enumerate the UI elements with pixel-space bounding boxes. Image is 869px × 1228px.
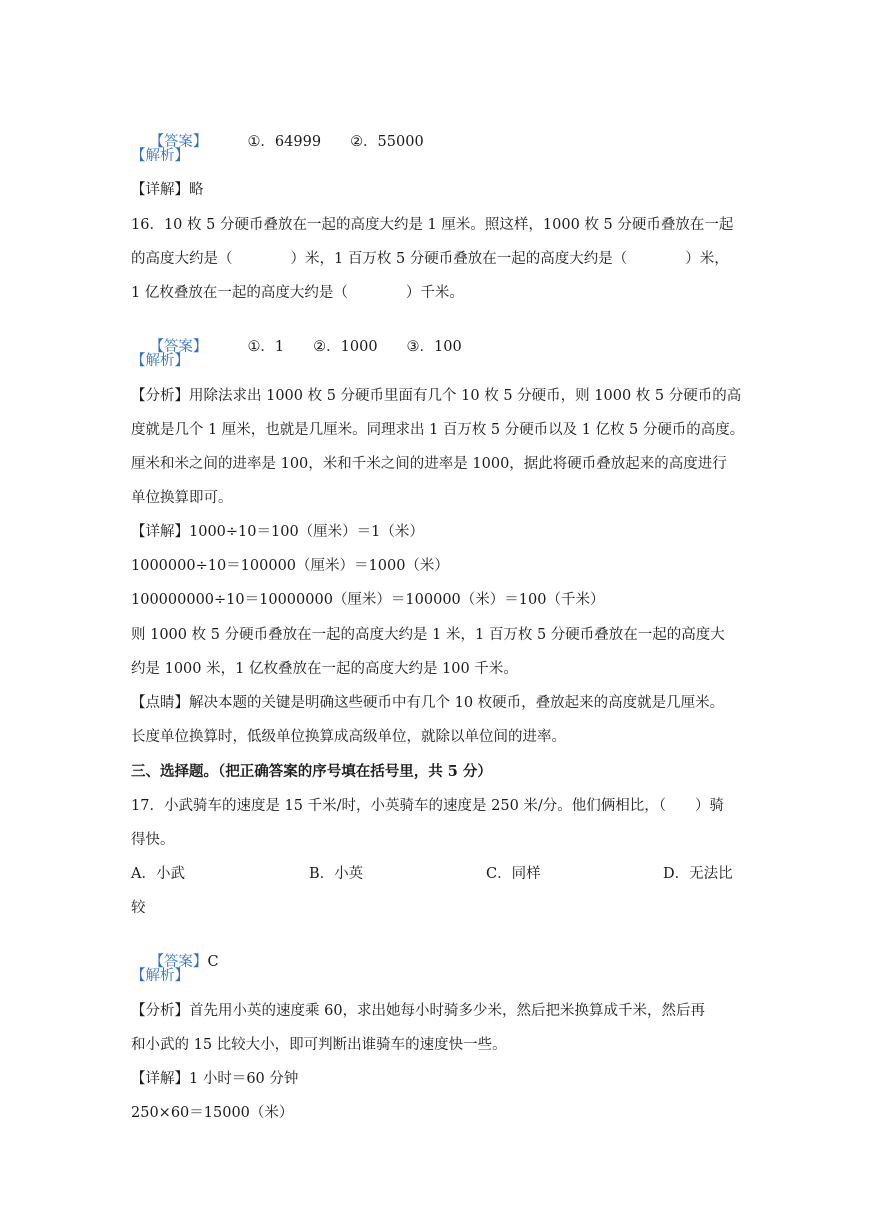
option-d: D．无法比	[663, 866, 733, 882]
answer-text: C	[207, 954, 219, 970]
option-a: A．小武	[131, 866, 185, 882]
analysis-line: 单位换算即可。	[131, 490, 233, 506]
detail-text: 【详解】略	[131, 182, 204, 198]
analysis-label: 【解析】	[131, 353, 189, 369]
detail-line: 100000000÷10＝10000000（厘米）＝100000（米）＝100（千米）	[131, 592, 605, 608]
option-c: C．同样	[486, 866, 541, 882]
question-16-line-1: 16．10 枚 5 分硬币叠放在一起的高度大约是 1 厘米。照这样，1000 枚 5 分硬币叠放在一起	[131, 217, 734, 233]
question-17-line-2: 得快。	[131, 832, 175, 848]
detail-line: 250×60＝15000（米）	[131, 1105, 294, 1121]
question-17-line-1: 17．小武骑车的速度是 15 千米/时，小英骑车的速度是 250 米/分。他们俩相比，（ ）骑	[131, 798, 725, 814]
answer-text: ①．1 ②．1000 ③．100	[247, 339, 462, 355]
analysis-line: 厘米和米之间的进率是 100，米和千米之间的进率是 1000，据此将硬币叠放起来的高度进行	[131, 456, 727, 472]
option-b: B．小英	[309, 866, 364, 882]
answer-label: 【答案】	[149, 134, 208, 150]
detail-line: 【详解】1 小时＝60 分钟	[131, 1071, 299, 1087]
remark-line: 【点睛】解决本题的关键是明确这些硬币中有几个 10 枚硬币，叠放起来的高度就是几厘米。	[131, 695, 725, 711]
analysis-label: 【解析】	[131, 148, 189, 164]
remark-line: 长度单位换算时，低级单位换算成高级单位，就除以单位间的进率。	[131, 729, 566, 745]
option-d-wrap: 较	[131, 900, 146, 916]
answer-label: 【答案】	[149, 339, 208, 355]
section-heading: 三、选择题。（把正确答案的序号填在括号里，共 5 分）	[131, 763, 492, 780]
analysis-line: 【分析】用除法求出 1000 枚 5 分硬币里面有几个 10 枚 5 分硬币，则 1000 枚 5 分硬币的高	[131, 388, 742, 404]
detail-line: 则 1000 枚 5 分硬币叠放在一起的高度大约是 1 米，1 百万枚 5 分硬币叠放在一起的高度大	[131, 627, 725, 643]
answer-label: 【答案】	[149, 954, 208, 970]
analysis-line: 和小武的 15 比较大小，即可判断出谁骑车的速度快一些。	[131, 1037, 507, 1053]
detail-line: 约是 1000 米，1 亿枚叠放在一起的高度大约是 100 千米。	[131, 661, 518, 677]
question-16-line-3: 1 亿枚叠放在一起的高度大约是（ ）千米。	[131, 285, 464, 301]
answer-text: ①．64999 ②．55000	[247, 134, 424, 150]
analysis-label: 【解析】	[131, 968, 189, 984]
detail-line: 1000000÷10＝100000（厘米）＝1000（米）	[131, 558, 449, 574]
analysis-line: 度就是几个 1 厘米，也就是几厘米。同理求出 1 百万枚 5 分硬币以及 1 亿枚 5 分硬币的高度。	[131, 422, 745, 438]
detail-line: 【详解】1000÷10＝100（厘米）＝1（米）	[131, 524, 424, 540]
question-16-line-2: 的高度大约是（ ）米，1 百万枚 5 分硬币叠放在一起的高度大约是（ ）米，	[131, 251, 729, 267]
analysis-line: 【分析】首先用小英的速度乘 60，求出她每小时骑多少米，然后把米换算成千米，然后再	[131, 1003, 706, 1019]
